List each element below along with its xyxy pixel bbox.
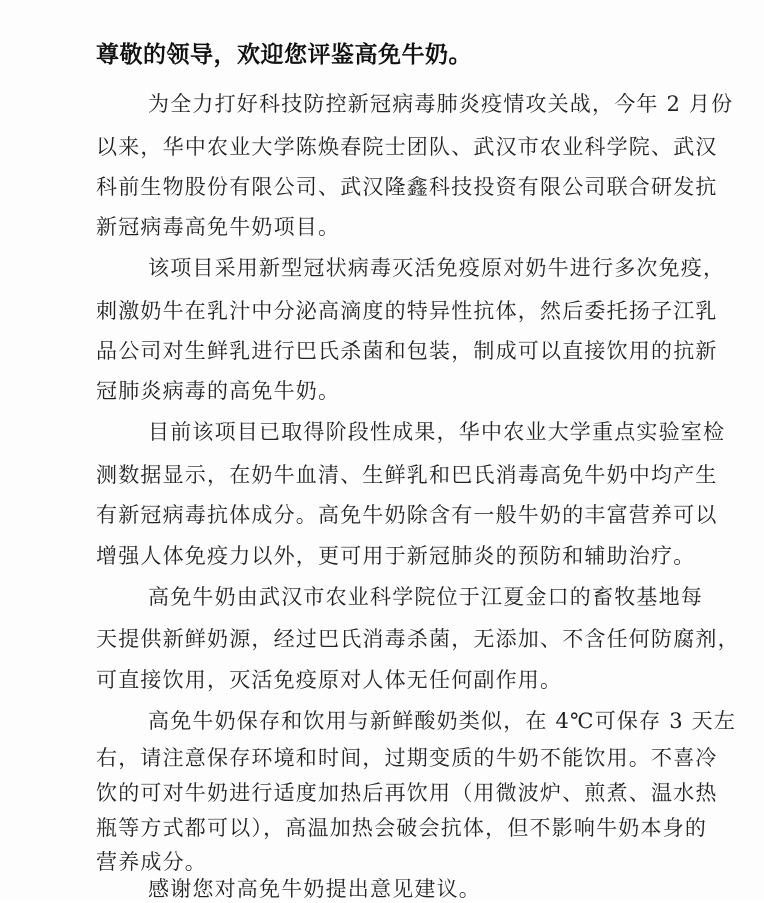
paragraph-6-line-1: 感谢您对高免牛奶提出意见建议。 bbox=[148, 877, 481, 901]
paragraph-1-line-4: 新冠病毒高免牛奶项目。 bbox=[96, 215, 341, 239]
paragraph-3-line-2: 测数据显示，在奶牛血清、生鲜乳和巴氏消毒高免牛奶中均产生 bbox=[96, 463, 718, 487]
paragraph-2-line-3: 品公司对生鲜乳进行巴氏杀菌和包装，制成可以直接饮用的抗新 bbox=[96, 339, 718, 363]
paragraph-4-line-1: 高免牛奶由武汉市农业科学院位于江夏金口的畜牧基地每 bbox=[148, 585, 703, 609]
paragraph-4-line-2: 天提供新鲜奶源，经过巴氏消毒杀菌，无添加、不含任何防腐剂， bbox=[96, 627, 740, 651]
paragraph-5-line-2: 右，请注意保存环境和时间，过期变质的牛奶不能饮用。不喜冷 bbox=[96, 746, 718, 770]
paragraph-3-line-1: 目前该项目已取得阶段性成果，华中农业大学重点实验室检 bbox=[148, 420, 726, 444]
paragraph-4-line-3: 可直接饮用，灭活免疫原对人体无任何副作用。 bbox=[96, 668, 563, 692]
salutation-heading: 尊敬的领导，欢迎您评鉴高免牛奶。 bbox=[96, 42, 472, 68]
paragraph-2-line-4: 冠肺炎病毒的高免牛奶。 bbox=[96, 379, 341, 403]
paragraph-1-line-1: 为全力打好科技防控新冠病毒肺炎疫情攻关战，今年 2 月份 bbox=[148, 92, 734, 116]
paragraph-2-line-1: 该项目采用新型冠状病毒灭活免疫原对奶牛进行多次免疫， bbox=[148, 256, 726, 280]
paragraph-3-line-3: 有新冠病毒抗体成分。高免牛奶除含有一般牛奶的丰富营养可以 bbox=[96, 503, 718, 527]
paragraph-5-line-5: 营养成分。 bbox=[96, 850, 207, 874]
paragraph-5-line-1: 高免牛奶保存和饮用与新鲜酸奶类似，在 4℃可保存 3 天左 bbox=[148, 709, 737, 733]
paragraph-5-line-4: 瓶等方式都可以），高温加热会破会抗体，但不影响牛奶本身的 bbox=[96, 816, 708, 840]
paragraph-1-line-2: 以来，华中农业大学陈焕春院士团队、武汉市农业科学院、武汉 bbox=[96, 135, 718, 159]
paragraph-5-line-3: 饮的可对牛奶进行适度加热后再饮用（用微波炉、煎煮、温水热 bbox=[96, 781, 718, 805]
paragraph-1-line-3: 科前生物股份有限公司、武汉隆鑫科技投资有限公司联合研发抗 bbox=[96, 175, 718, 199]
paragraph-2-line-2: 刺激奶牛在乳汁中分泌高滴度的特异性抗体，然后委托扬子江乳 bbox=[96, 299, 718, 323]
paragraph-3-line-4: 增强人体免疫力以外，更可用于新冠肺炎的预防和辅助治疗。 bbox=[96, 544, 696, 568]
